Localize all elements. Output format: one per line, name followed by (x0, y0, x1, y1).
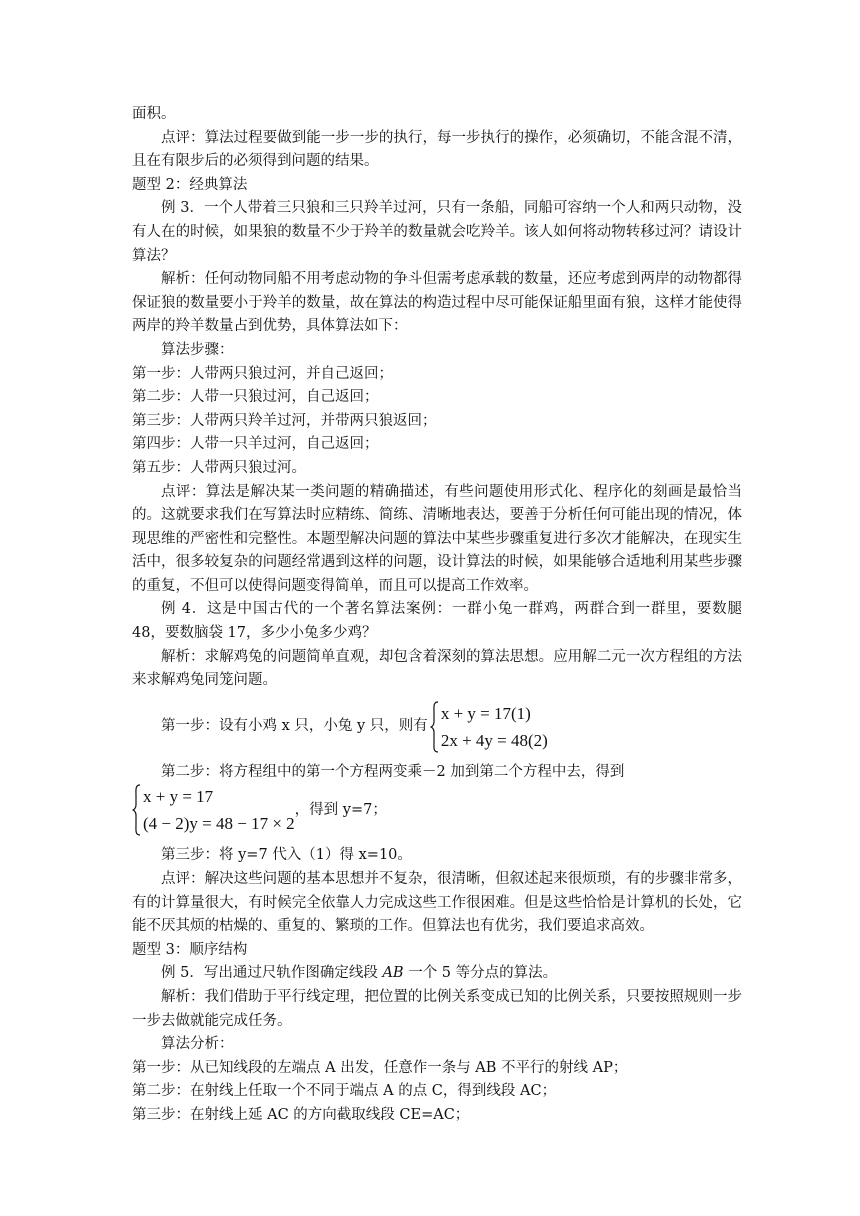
document-page (132, 103, 742, 1128)
equation-2: 2x + 4y = 48(2) (440, 730, 548, 750)
equation-system-2 (132, 784, 295, 836)
step-line: 第五步：人带两只狼过河。 (132, 459, 306, 476)
equation-4: (4 − 2)y = 48 − 17 × 2 (143, 814, 295, 834)
steps-heading: 算法步骤： (161, 341, 234, 358)
equation-step-2 (132, 784, 742, 836)
equation-3: x + y = 17 (143, 787, 214, 807)
left-brace-icon (430, 701, 439, 753)
equation-step-1 (132, 701, 742, 753)
step-line: 第四步：人带一只羊过河，自己返回； (132, 436, 379, 453)
step-1-text: 第一步：设有小鸡 x 只，小兔 y 只，则有 (161, 718, 428, 735)
step-line: 第三步：在射线上延 AC 的方向截取线段 CE=AC； (132, 1106, 470, 1123)
analysis-paragraph: 解析：求解鸡兔的问题简单直观，却包含着深刻的算法思想。应用解二元一次方程组的方法来求解鸡兔同笼问题。 (132, 648, 742, 689)
left-brace-icon (132, 784, 141, 836)
analysis-paragraph: 解析：任何动物同船不用考虑动物的争斗但需考虑承载的数量，还应考虑到两岸的动物都得保证狼的数量要小于羚羊的数量，故在算法的构造过程中尽可能保证船里面有狼，这样才能使得两岸的羚羊数量占到优势，具体算法如下： (132, 271, 742, 335)
analysis-paragraph: 解析：我们借助于平行线定理，把位置的比例关系变成已知的比例关系，只要按照规则一步一步去做就能完成任务。 (132, 989, 742, 1029)
comment-paragraph: 点评：算法是解决某一类问题的精确描述，有些问题使用形式化、程序化的刻画是最恰当的。这就要求我们在写算法时应精练、简练、清晰地表达，要善于分析任何可能出现的情况，体现思维的严密性和完整性。本题型解决问题的算法中某些步骤重复进行多次才能解决，在现实生活中，很多较复杂的问题经常遇到这样的问题，设计算法的时候，如果能够合适地利用某些步骤的重复，不但可以使得问题变得简单，而且可以提高工作效率。 (132, 483, 742, 594)
text-line: 面积。 (132, 106, 176, 122)
section-heading: 题型 2：经典算法 (132, 176, 248, 193)
example-3-paragraph: 例 3．一个人带着三只狼和三只羚羊过河，只有一条船，同船可容纳一个人和两只动物，没有人在的时候，如果狼的数量不少于羚羊的数量就会吃羚羊。该人如何将动物转移过河？请设计算法？ (132, 200, 742, 264)
step-line: 第三步：人带两只羚羊过河，并带两只狼返回； (132, 412, 437, 429)
algorithm-heading: 算法分析： (161, 1036, 234, 1053)
step-line: 第一步：人带两只狼过河，并自己返回； (132, 365, 393, 382)
equation-1: x + y = 17(1) (440, 703, 531, 723)
example-4-paragraph: 例 4．这是中国古代的一个著名算法案例：一群小兔一群鸡，两群合到一群里，要数腿 48，要数脑袋 17，多少小兔多少鸡？ (132, 601, 742, 642)
step-3-text: 第三步：将 y=7 代入（1）得 x=10。 (161, 847, 412, 864)
step-line: 第二步：人带一只狼过河，自己返回； (132, 389, 379, 406)
step-line: 第一步：从已知线段的左端点 A 出发，任意作一条与 AB 不平行的射线 AP； (132, 1059, 628, 1076)
step-line: 第二步：在射线上任取一个不同于端点 A 的点 C，得到线段 AC； (132, 1083, 557, 1100)
comment-paragraph: 点评：算法过程要做到能一步一步的执行，每一步执行的操作，必须确切，不能含混不清，且在有限步后的必须得到问题的结果。 (132, 129, 742, 170)
segment-ab: AB (382, 965, 404, 982)
step-2-text: 第二步：将方程组中的第一个方程两变乘－2 加到第二个方程中去，得到 (161, 763, 625, 780)
example-5-paragraph: 例 5．写出通过尺轨作图确定线段 AB 一个 5 等分点的算法。 (161, 965, 558, 982)
step-2-tail: ，得到 y=7； (294, 801, 387, 818)
comment-paragraph: 点评：解决这些问题的基本思想并不复杂，很清晰，但叙述起来很烦琐，有的步骤非常多，有的计算量很大，有时候完全依靠人力完成这些工作很困难。但是这些恰恰是计算机的长处，它能不厌其烦的枯燥的、重复的、繁琐的工作。但算法也有优劣，我们要追求高效。 (132, 871, 742, 935)
equation-system-1 (430, 701, 548, 753)
section-heading: 题型 3：顺序结构 (132, 941, 248, 958)
